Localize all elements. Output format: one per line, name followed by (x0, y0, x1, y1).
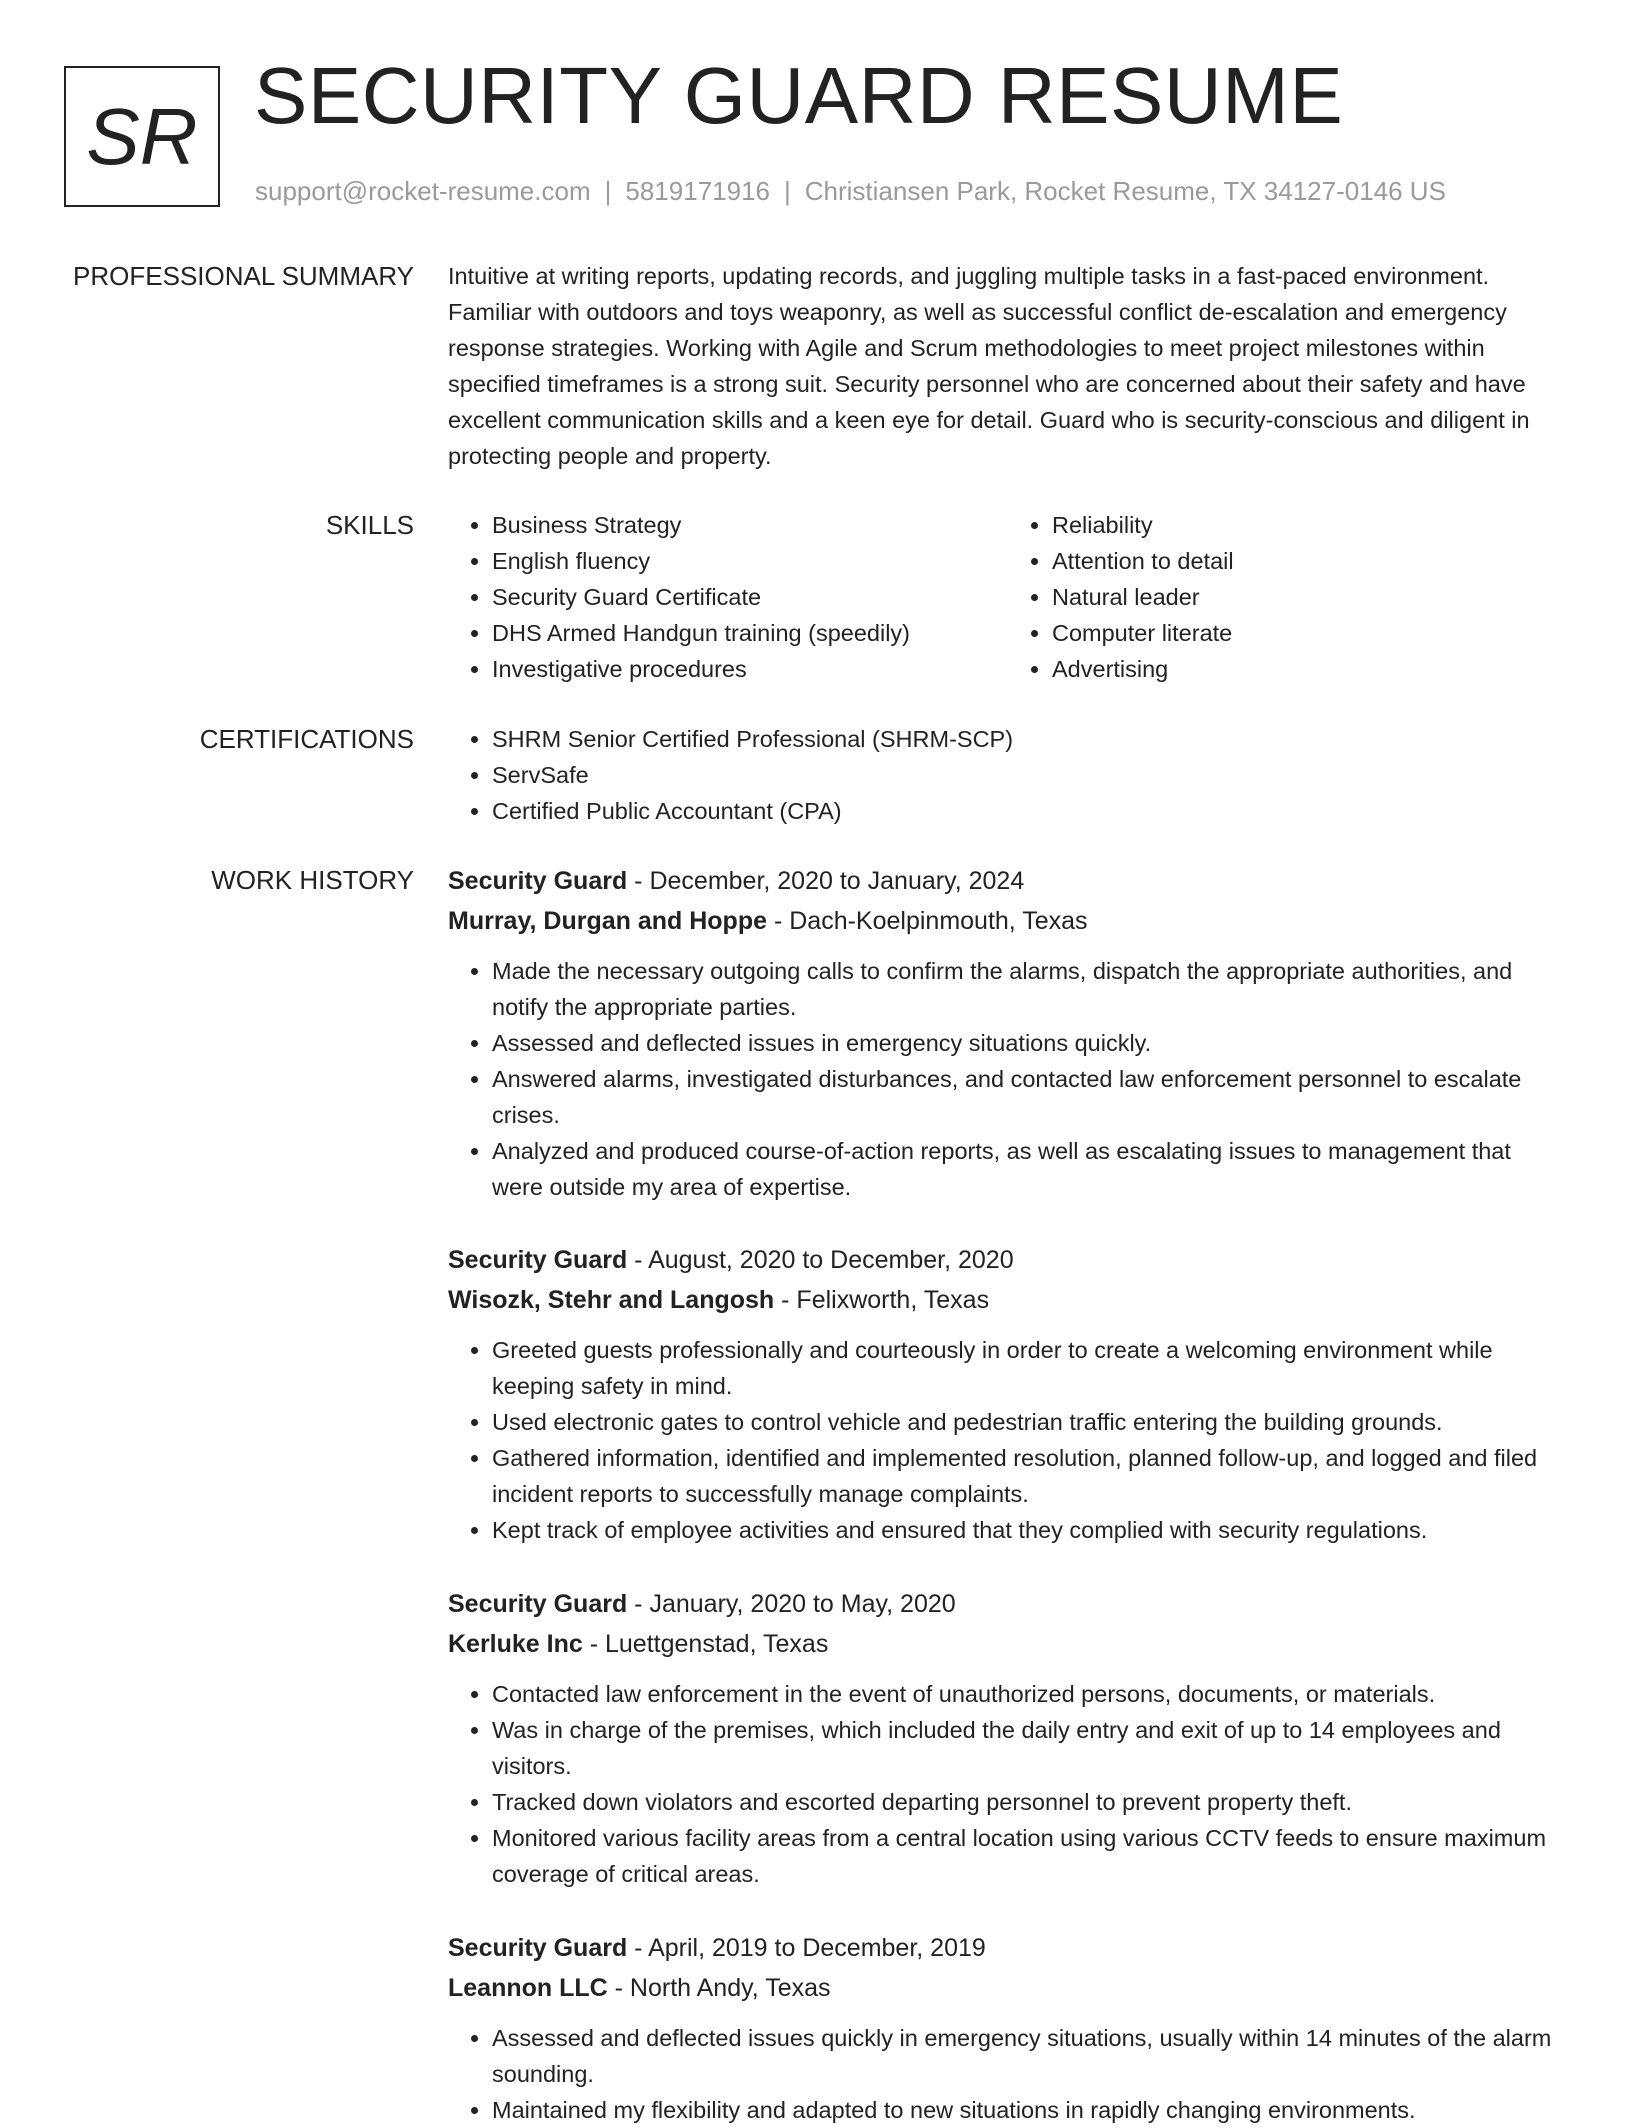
page-title: SECURITY GUARD RESUME (254, 51, 1344, 140)
job-location: - North Andy, Texas (607, 1974, 831, 2002)
job-dates: - April, 2019 to December, 2019 (627, 1934, 986, 1962)
summary-text: Intuitive at writing reports, updating records, and juggling multiple tasks in a fast-paced environment. Familiar with outdoors and toys weaponry, as well as successful conflict de-escalation and emergency response strategies. Working with Agile and Scrum methodologies to meet project milestones within specified timeframes is a strong suit. Security personnel who are concerned about their safety and have excellent communication skills and a keen eye for detail. Guard who is security-conscious and diligent in protecting people and property. (448, 263, 1530, 469)
certifications-heading: CERTIFICATIONS (199, 724, 414, 754)
job-dates: - December, 2020 to January, 2024 (627, 867, 1025, 895)
list-item: • DHS Armed Handgun training (speedily) (492, 615, 1008, 651)
skills-heading: SKILLS (325, 510, 414, 540)
list-item: • Security Guard Certificate (492, 579, 1008, 615)
job-location: - Felixworth, Texas (774, 1286, 990, 1314)
certifications-list (448, 721, 1568, 829)
list-item: • Attention to detail (1052, 543, 1568, 579)
summary-body (448, 258, 1568, 474)
job-title-line (448, 1928, 1568, 1968)
job-company-line (448, 901, 1568, 941)
list-item: • Certified Public Accountant (CPA) (492, 793, 1568, 829)
list-item: • Advertising (1052, 651, 1568, 687)
job-duties-list (448, 1676, 1568, 1892)
monogram-box (64, 66, 220, 207)
monogram-initials: SR (86, 91, 198, 181)
job-company: Kerluke Inc (448, 1630, 583, 1658)
job-company-line (448, 1968, 1568, 2008)
list-item: • Gathered information, identified and implemented resolution, planned follow-up, and logged and filed incident reports to successfully manage complaints. (492, 1440, 1568, 1512)
list-item: • Tracked down violators and escorted departing personnel to prevent property theft. (492, 1784, 1568, 1820)
job-title: Security Guard (448, 1934, 628, 1962)
list-item: • Used electronic gates to control vehicle and pedestrian traffic entering the building grounds. (492, 1404, 1568, 1440)
list-item: • Computer literate (1052, 615, 1568, 651)
list-item: • Reliability (1052, 507, 1568, 543)
list-item: • Kept track of employee activities and ensured that they complied with security regulations. (492, 1512, 1568, 1548)
job-title-line (448, 1240, 1568, 1280)
list-item: • Was in charge of the premises, which included the daily entry and exit of up to 14 employees and visitors. (492, 1712, 1568, 1784)
job-title-line (448, 861, 1568, 901)
job-title: Security Guard (448, 1590, 628, 1618)
skills-list-left (448, 507, 1008, 687)
list-item: • ServSafe (492, 757, 1568, 793)
job-title: Security Guard (448, 867, 628, 895)
skills-list-right (1008, 507, 1568, 687)
list-item: • Analyzed and produced course-of-action reports, as well as escalating issues to management that were outside my area of expertise. (492, 1133, 1568, 1205)
list-item: • Assessed and deflected issues quickly in emergency situations, usually within 14 minutes of the alarm sounding. (492, 2020, 1568, 2092)
job-location: - Dach-Koelpinmouth, Texas (767, 907, 1088, 935)
list-item: • Greeted guests professionally and courteously in order to create a welcoming environment while keeping safety in mind. (492, 1332, 1568, 1404)
contact-phone[interactable]: 5819171916 (625, 176, 770, 206)
job-dates: - January, 2020 to May, 2020 (627, 1590, 956, 1618)
list-item: • Answered alarms, investigated disturbances, and contacted law enforcement personnel to escalate crises. (492, 1061, 1568, 1133)
job-title: Security Guard (448, 1246, 628, 1274)
contact-address: Christiansen Park, Rocket Resume, TX 34127-0146 US (804, 176, 1446, 206)
list-item: • Investigative procedures (492, 651, 1008, 687)
certifications-body (448, 721, 1568, 829)
job-company: Leannon LLC (448, 1974, 608, 2002)
contact-email[interactable]: support@rocket-resume.com (255, 176, 591, 206)
job-dates: - August, 2020 to December, 2020 (627, 1246, 1014, 1274)
skills-body (448, 507, 1568, 687)
list-item: • English fluency (492, 543, 1008, 579)
list-item: • Maintained my flexibility and adapted to new situations in rapidly changing environments. (492, 2092, 1568, 2128)
list-item: • Business Strategy (492, 507, 1008, 543)
work-history-heading: WORK HISTORY (211, 865, 414, 895)
job-company: Wisozk, Stehr and Langosh (448, 1286, 775, 1314)
list-item: • Made the necessary outgoing calls to confirm the alarms, dispatch the appropriate authorities, and notify the appropriate parties. (492, 953, 1568, 1025)
job-duties-list (448, 953, 1568, 1205)
contact-separator: | (604, 176, 612, 206)
contact-line (255, 176, 1446, 207)
list-item: • Natural leader (1052, 579, 1568, 615)
list-item: • Monitored various facility areas from a central location using various CCTV feeds to ensure maximum coverage of critical areas. (492, 1820, 1568, 1892)
list-item: • Contacted law enforcement in the event of unauthorized persons, documents, or materials. (492, 1676, 1568, 1712)
job-duties-list (448, 1332, 1568, 1548)
job-company-line (448, 1280, 1568, 1320)
job-title-line (448, 1584, 1568, 1624)
job-location: - Luettgenstad, Texas (582, 1630, 829, 1658)
summary-heading: PROFESSIONAL SUMMARY (73, 261, 414, 291)
job-company-line (448, 1624, 1568, 1664)
contact-separator: | (784, 176, 791, 206)
list-item: • SHRM Senior Certified Professional (SHRM-SCP) (492, 721, 1568, 757)
job-company: Murray, Durgan and Hoppe (448, 907, 768, 935)
list-item: • Assessed and deflected issues in emergency situations quickly. (492, 1025, 1568, 1061)
